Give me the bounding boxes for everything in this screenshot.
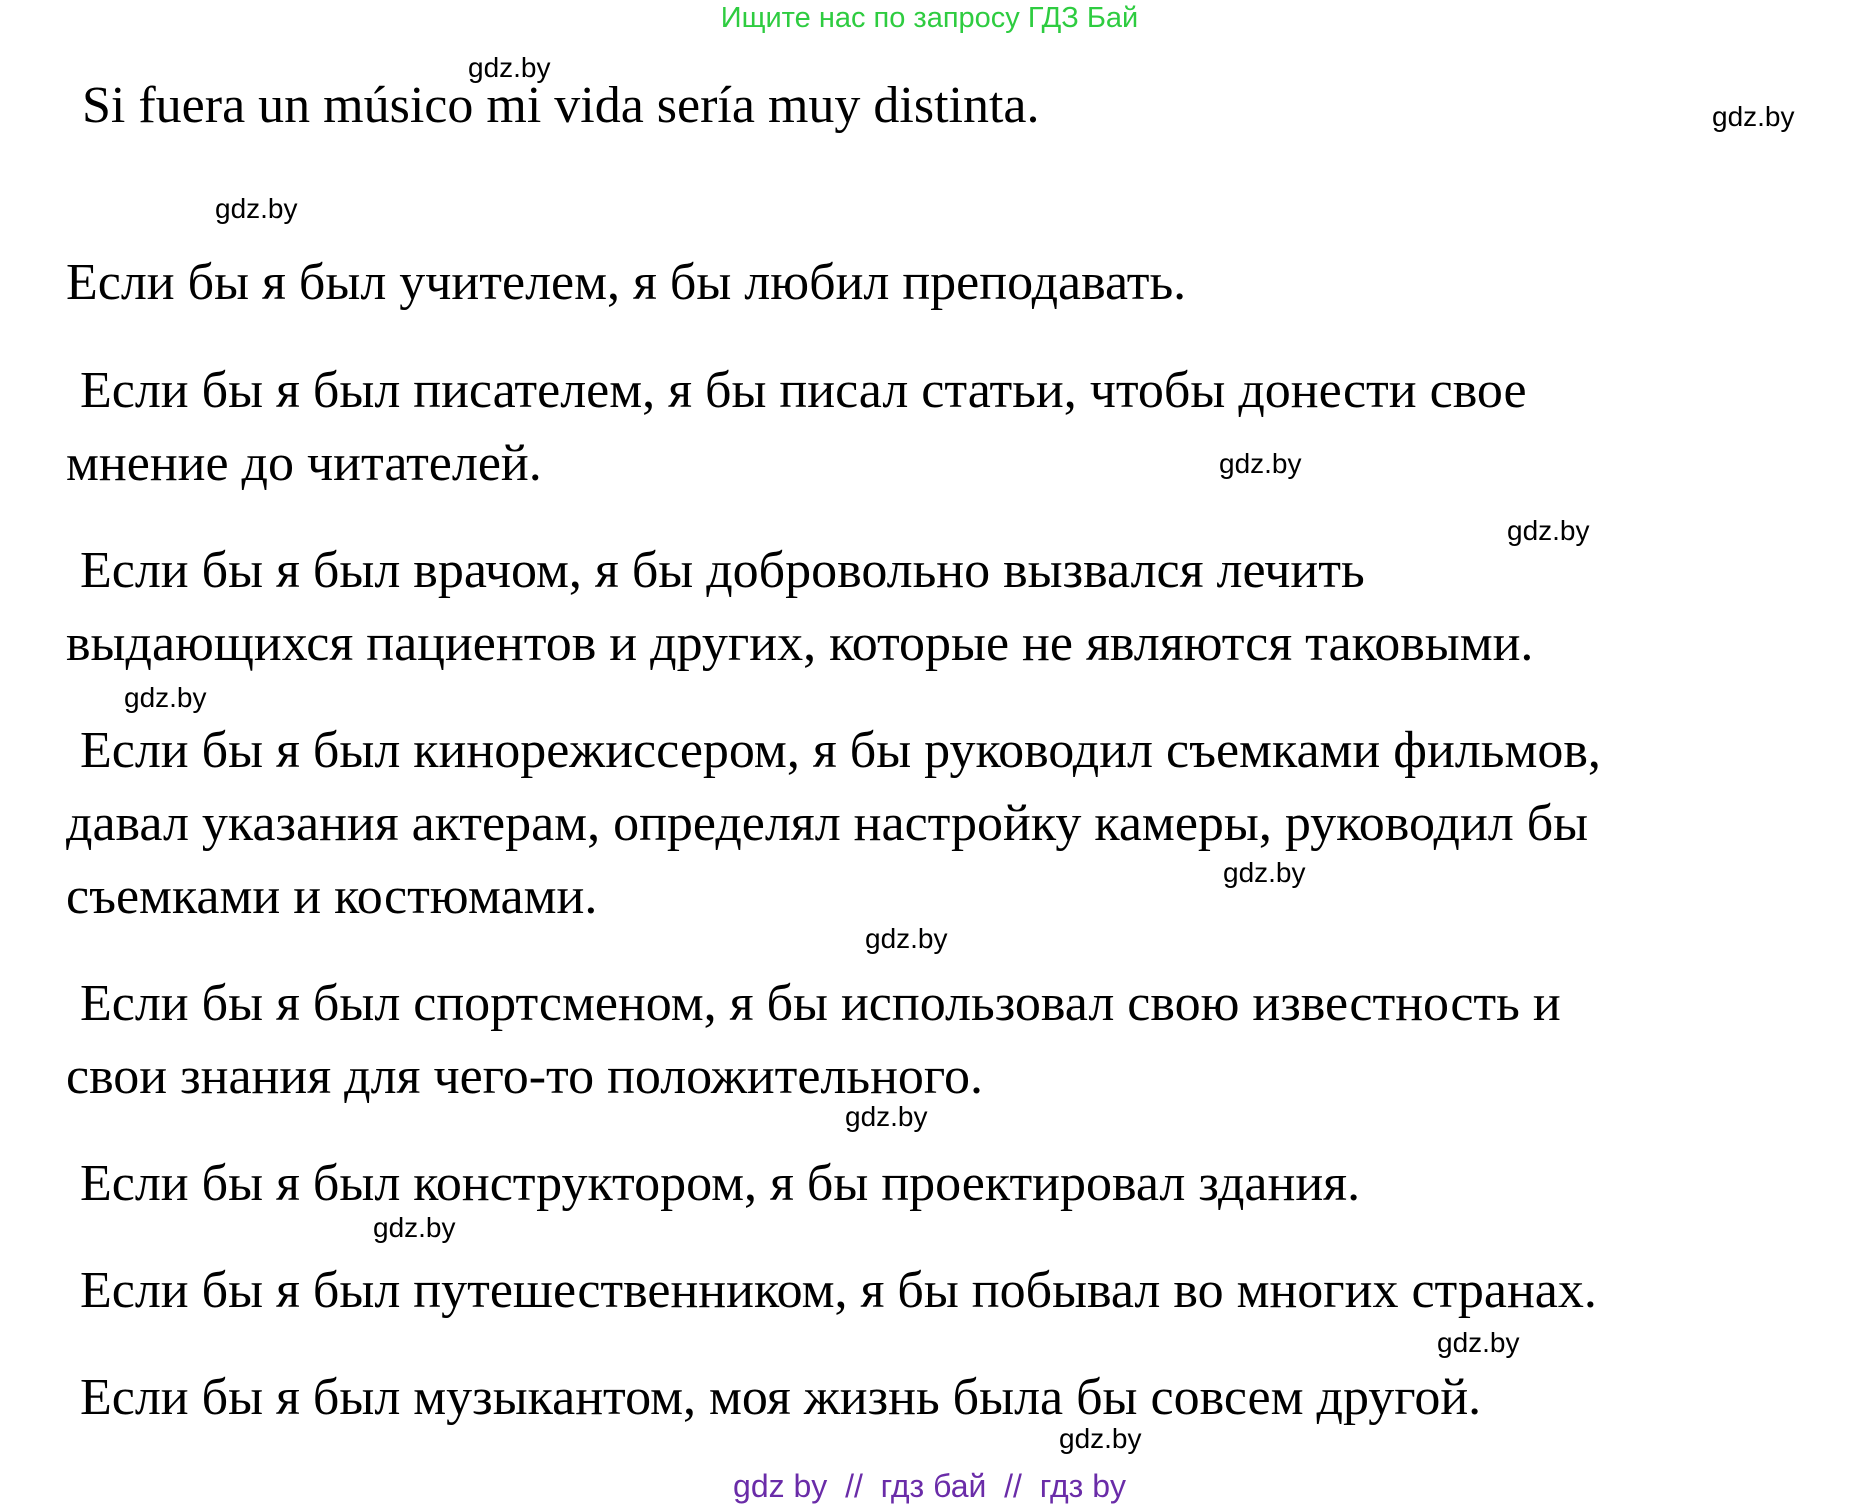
- watermark: gdz.by: [215, 193, 298, 224]
- paragraph-8-line-1: Если бы я был музыкантом, моя жизнь была бы совсем другой.: [80, 1369, 1482, 1426]
- watermark: gdz.by: [1059, 1423, 1142, 1454]
- spanish-sentence: Si fuera un músico mi vida sería muy distinta.: [82, 77, 1040, 134]
- paragraph-5-line-1: Если бы я был спортсменом, я бы использовал свою известность и: [80, 975, 1561, 1032]
- paragraph-3-line-1: Если бы я был врачом, я бы добровольно вызвался лечить: [80, 542, 1365, 599]
- watermark: gdz.by: [468, 52, 551, 83]
- paragraph-3-line-2: выдающихся пациентов и других, которые не являются таковыми.: [66, 615, 1534, 672]
- paragraph-4-line-3: съемками и костюмами.: [66, 868, 598, 925]
- paragraph-6-line-1: Если бы я был конструктором, я бы проектировал здания.: [80, 1155, 1361, 1212]
- watermark: gdz.by: [1507, 515, 1590, 546]
- watermark: gdz.by: [1437, 1327, 1520, 1358]
- paragraph-7-line-1: Если бы я был путешественником, я бы побывал во многих странах.: [80, 1262, 1597, 1319]
- paragraph-2-line-2: мнение до читателей.: [66, 435, 542, 492]
- paragraph-1-line-1: Если бы я был учителем, я бы любил преподавать.: [66, 254, 1187, 311]
- paragraph-2-line-1: Если бы я был писателем, я бы писал статьи, чтобы донести свое: [80, 362, 1527, 419]
- watermark: gdz.by: [865, 923, 948, 954]
- watermark: gdz.by: [1219, 448, 1302, 479]
- footer-links: gdz by // гдз бай // гдз by: [733, 1468, 1126, 1504]
- paragraph-4-line-1: Если бы я был кинорежиссером, я бы руководил съемками фильмов,: [80, 722, 1601, 779]
- watermark: gdz.by: [845, 1101, 928, 1132]
- watermark: gdz.by: [1712, 101, 1795, 132]
- watermark: gdz.by: [124, 682, 207, 713]
- watermark: gdz.by: [1223, 857, 1306, 888]
- search-banner: Ищите нас по запросу ГДЗ Бай: [720, 2, 1139, 34]
- paragraph-5-line-2: свои знания для чего-то положительного.: [66, 1048, 983, 1105]
- paragraph-4-line-2: давал указания актерам, определял настройку камеры, руководил бы: [66, 795, 1589, 852]
- watermark: gdz.by: [373, 1212, 456, 1243]
